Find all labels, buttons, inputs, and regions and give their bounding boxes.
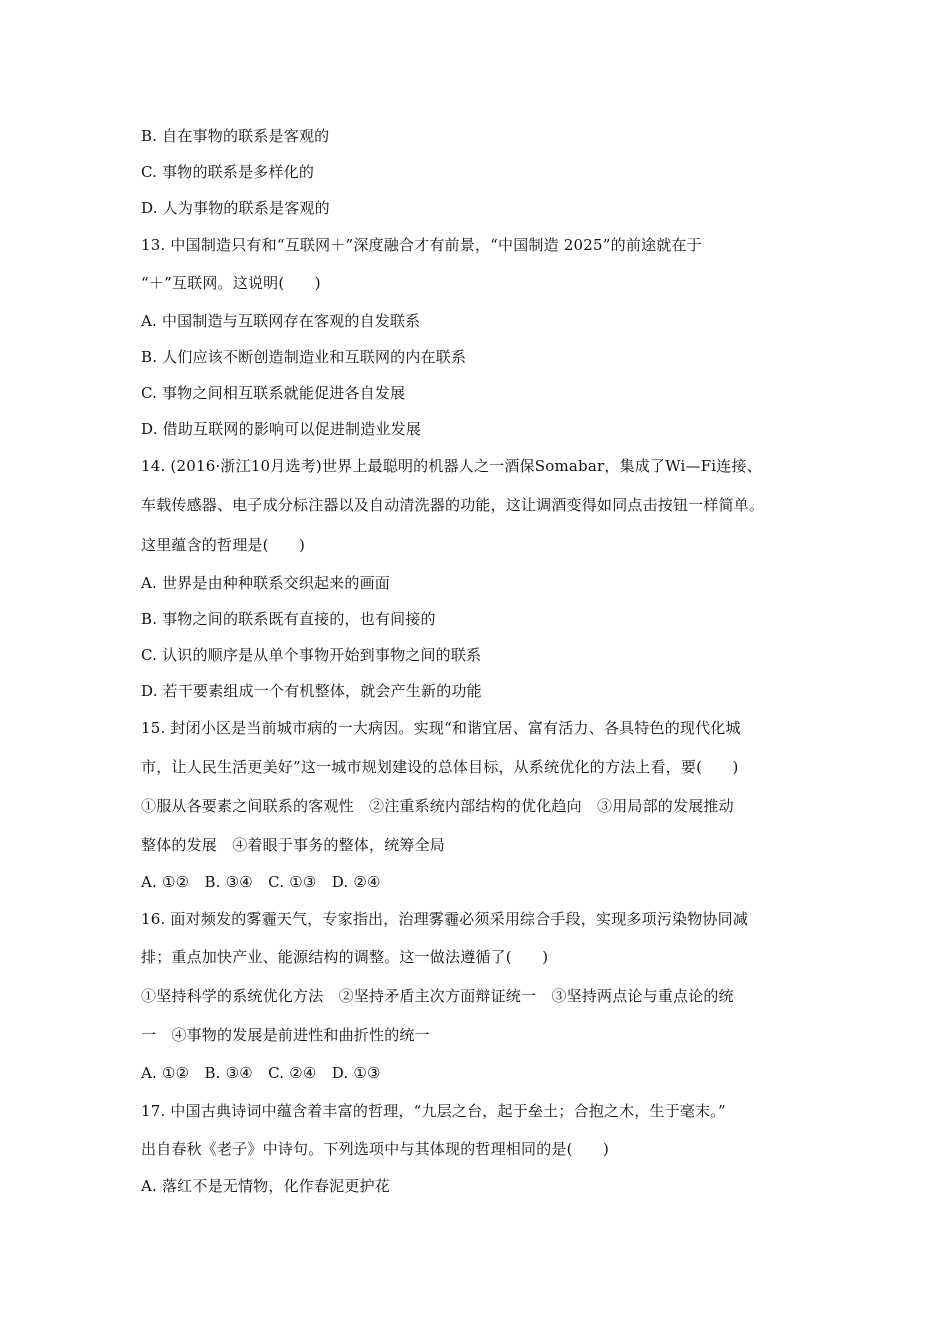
q16-options: A. ①② B. ③④ C. ②④ D. ①③: [141, 1064, 381, 1082]
q13-option-a: A. 中国制造与互联网存在客观的自发联系: [141, 312, 421, 330]
q13-option-c: C. 事物之间相互联系就能促进各自发展: [141, 384, 406, 402]
q13-stem-line-1: 13. 中国制造只有和“互联网＋”深度融合才有前景，“中国制造 2025”的前途就在于: [141, 236, 702, 254]
q16-statements-line-1: ①坚持科学的系统优化方法 ②坚持矛盾主次方面辩证统一 ③坚持两点论与重点论的统: [141, 987, 734, 1005]
q14-option-b: B. 事物之间的联系既有直接的，也有间接的: [141, 610, 436, 628]
q15-stem-line-2: 市，让人民生活更美好”这一城市规划建设的总体目标，从系统优化的方法上看，要( ): [141, 758, 739, 776]
q12-option-c: C. 事物的联系是多样化的: [141, 163, 315, 181]
q14-stem-line-2: 车载传感器、电子成分标注器以及自动清洗器的功能，这让调酒变得如同点击按钮一样简单。: [141, 496, 765, 514]
q16-stem-line-2: 排；重点加快产业、能源结构的调整。这一做法遵循了( ): [141, 948, 549, 966]
q15-statements-line-1: ①服从各要素之间联系的客观性 ②注重系统内部结构的优化趋向 ③用局部的发展推动: [141, 797, 734, 815]
q14-option-a: A. 世界是由种种联系交织起来的画面: [141, 574, 390, 592]
q12-option-d: D. 人为事物的联系是客观的: [141, 199, 330, 217]
q17-stem-line-1: 17. 中国古典诗词中蕴含着丰富的哲理，“九层之台，起于垒土；合抱之木，生于毫末。”: [141, 1102, 726, 1120]
q14-option-d: D. 若干要素组成一个有机整体，就会产生新的功能: [141, 682, 482, 700]
q13-stem-line-2: “＋”互联网。这说明( ): [141, 274, 321, 292]
q16-statements-line-2: 一 ④事物的发展是前进性和曲折性的统一: [141, 1026, 430, 1044]
q13-option-d: D. 借助互联网的影响可以促进制造业发展: [141, 420, 422, 438]
q15-stem-line-1: 15. 封闭小区是当前城市病的一大病因。实现“和谐宜居、富有活力、各具特色的现代化城: [141, 719, 741, 737]
q15-statements-line-2: 整体的发展 ④着眼于事务的整体，统筹全局: [141, 836, 446, 854]
q15-options: A. ①② B. ③④ C. ①③ D. ②④: [141, 873, 381, 891]
q17-option-a: A. 落红不是无情物，化作春泥更护花: [141, 1177, 390, 1195]
q14-stem-line-1: 14. (2016·浙江10月选考)世界上最聪明的机器人之一酒保Somabar，集成了Wi—Fi连接、: [141, 457, 762, 475]
q12-option-b: B. 自在事物的联系是客观的: [141, 127, 330, 145]
q14-stem-line-3: 这里蕴含的哲理是( ): [141, 536, 306, 554]
q14-option-c: C. 认识的顺序是从单个事物开始到事物之间的联系: [141, 646, 482, 664]
q17-stem-line-2: 出自春秋《老子》中诗句。下列选项中与其体现的哲理相同的是( ): [141, 1140, 610, 1158]
q16-stem-line-1: 16. 面对频发的雾霾天气，专家指出，治理雾霾必须采用综合手段，实现多项污染物协同减: [141, 910, 749, 928]
q13-option-b: B. 人们应该不断创造制造业和互联网的内在联系: [141, 348, 467, 366]
